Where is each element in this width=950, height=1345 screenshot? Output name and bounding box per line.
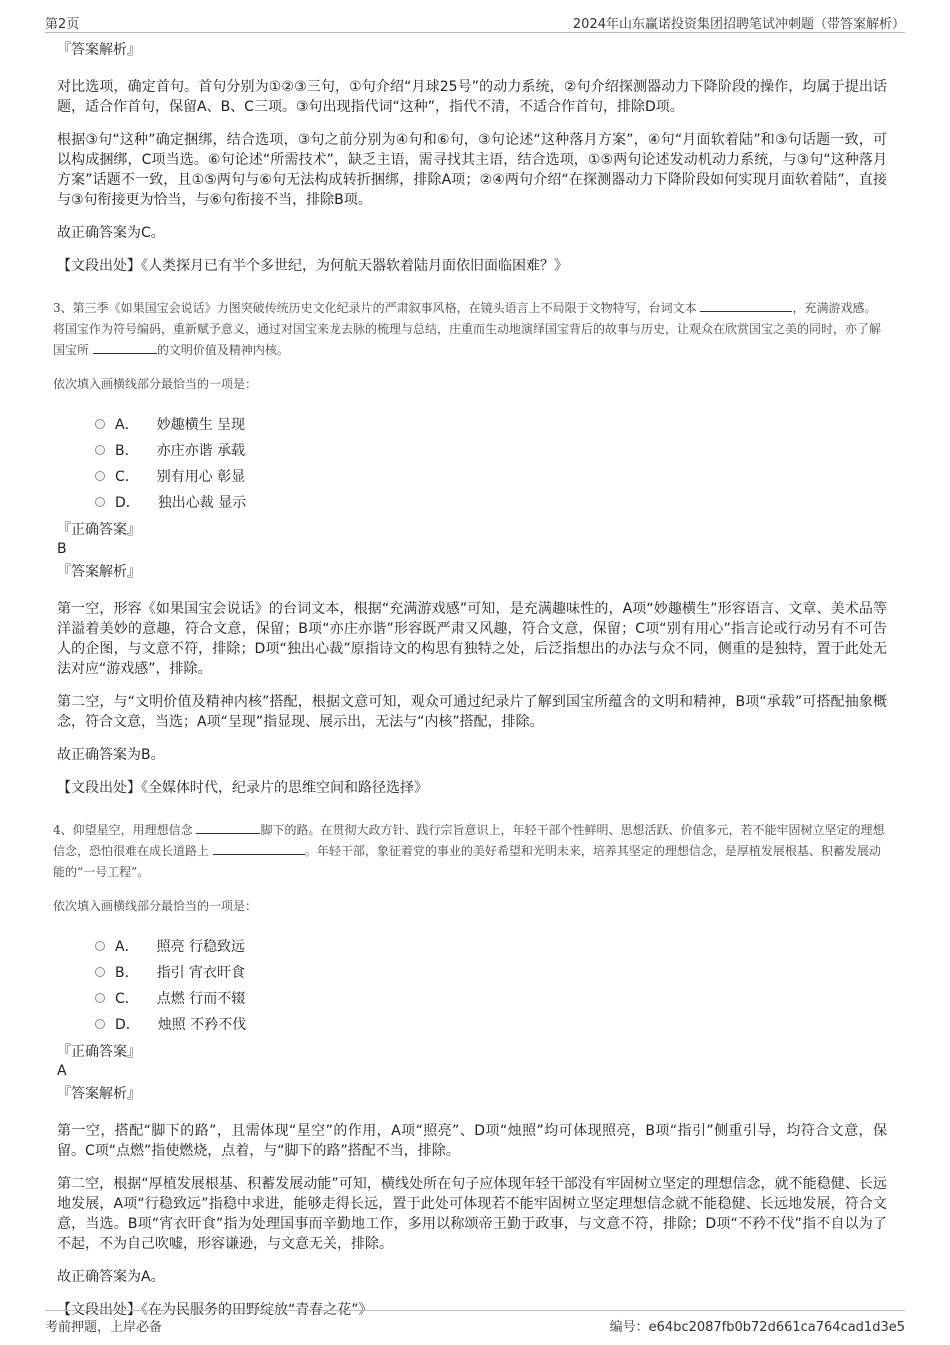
radio-icon[interactable] xyxy=(95,471,105,481)
footer-slogan: 考前押题，上岸必备 xyxy=(45,1320,163,1335)
fill-blank xyxy=(93,341,157,354)
source-citation: 【文段出处】《全媒体时代，纪录片的思维空间和路径选择》 xyxy=(57,780,428,796)
analysis-paragraph: 第二空，根据“厚植发展根基、积蓄发展动能”可知，横线处所在句子应体现年轻干部没有牢固树立坚定的理想信念，就不能稳健、长远地发展，A项“行稳致远”指稳中求进，能够走得长远，置于此处可体现若不能牢固树立坚定理想信念就不能稳健、长远地发展，符合文意，当选。B项“宵衣旰食”指为处理国事而辛勤地工作，多用以称颂帝王勤于政事，与文意不符，排除；D项“不矜不伐”指不自以为了不起，不为自己吹嘘，形容谦逊，与文意无关，排除。 xyxy=(57,1176,887,1252)
analysis-paragraph: 第一空，形容《如果国宝会说话》的台词文本，根据“充满游戏感”可知，是充满趣味性的，A项“妙趣横生”形容语言、文章、美术品等洋溢着美妙的意趣，符合文意，保留；B项“亦庄亦谐”形容既严肃又风趣，符合文意，保留；C项“别有用心”指言论或行动另有不可告人的企图，与文意不符，排除；D项“独出心裁”原指诗文的构思有独特之处，后泛指想出的办法与众不同，侧重的是独特，置于此处无法对应“游戏感”，排除。 xyxy=(57,601,887,677)
conclusion-paragraph: 故正确答案为A。 xyxy=(57,1269,165,1285)
conclusion-paragraph: 故正确答案为C。 xyxy=(57,225,165,241)
fill-blank xyxy=(213,842,305,855)
radio-icon[interactable] xyxy=(95,993,105,1003)
option-d[interactable]: D． 独出心裁 显示 xyxy=(95,489,887,515)
question-prompt: 依次填入画横线部分最恰当的一项是： xyxy=(53,377,258,391)
document-serial: 编号：e64bc2087fb0b72d661ca764cad1d3e5 xyxy=(609,1320,905,1335)
analysis-label: 『答案解析』 xyxy=(57,564,141,580)
correct-answer-value: A xyxy=(57,1063,67,1079)
option-b[interactable]: B． 指引 宵衣旰食 xyxy=(95,959,887,985)
question-3-options xyxy=(95,411,887,515)
analysis-label: 『答案解析』 xyxy=(57,1086,141,1102)
question-4-text: 4、仰望星空，用理想信念 脚下的路。在贯彻大政方针、践行宗旨意识上，年轻干部个性鲜明、思想活跃、价值多元，若不能牢固树立坚定的理想信念，恐怕很难在成长道路上 。年轻干部，象征着党的事业的美好希望和光明未来，培养其坚定的理想信念，是厚植发展根基、积蓄发展动能的“一号工程”。 xyxy=(53,823,885,879)
conclusion-paragraph: 故正确答案为B。 xyxy=(57,747,165,763)
analysis-paragraph: 根据③句“这种”确定捆绑，结合选项，③句之前分别为④句和⑥句，③句论述“这种落月方案”，④句“月面软着陆”和③句话题一致，可以构成捆绑，C项当选。⑥句论述“所需技术”，缺乏主语，需寻找其主语，结合选项，①⑤两句论述发动机动力系统，与③句“这种落月方案”话题不一致，且①⑤两句与⑥句无法构成转折捆绑，排除A项；②④两句介绍“在探测器动力下降阶段如何实现月面软着陆”，直接与③句衔接更为恰当，与⑥句衔接不当，排除B项。 xyxy=(57,132,887,208)
document-body xyxy=(53,40,887,1342)
document-title: 2024年山东赢诺投资集团招聘笔试冲刺题（带答案解析） xyxy=(572,17,905,32)
option-a[interactable]: A． 照亮 行稳致远 xyxy=(95,933,887,959)
correct-answer-label: 『正确答案』 xyxy=(57,522,141,538)
page-header xyxy=(45,10,905,33)
page-footer xyxy=(45,1310,905,1337)
question-4-options xyxy=(95,933,887,1037)
source-citation: 【文段出处】《在为民服务的田野绽放“青春之花”》 xyxy=(57,1302,373,1318)
radio-icon[interactable] xyxy=(95,941,105,951)
radio-icon[interactable] xyxy=(95,967,105,977)
source-citation: 【文段出处】《人类探月已有半个多世纪，为何航天器软着陆月面依旧面临困难？》 xyxy=(57,258,568,274)
fill-blank xyxy=(700,299,792,312)
fill-blank xyxy=(196,821,260,834)
radio-icon[interactable] xyxy=(95,445,105,455)
radio-icon[interactable] xyxy=(95,497,105,507)
page-number: 第2页 xyxy=(45,17,80,32)
analysis-paragraph: 第一空，搭配“脚下的路”，且需体现“星空”的作用，A项“照亮”、D项“烛照”均可体现照亮，B项“指引”侧重引导，均符合文意，保留。C项“点燃”指使燃烧，点着，与“脚下的路”搭配不当，排除。 xyxy=(57,1123,887,1159)
option-d[interactable]: D． 烛照 不矜不伐 xyxy=(95,1011,887,1037)
correct-answer-value: B xyxy=(57,541,67,557)
question-3-text: 3、第三季《如果国宝会说话》力图突破传统历史文化纪录片的严肃叙事风格，在镜头语言上不局限于文物特写，台词文本 ，充满游戏感。将国宝作为符号编码，重新赋予意义，通过对国宝来龙去脉的梳理与总结，庄重而生动地演绎国宝背后的故事与历史，让观众在欣赏国宝之美的同时，亦了解国宝所 的文明价值及精神内核。 xyxy=(53,301,882,357)
question-prompt: 依次填入画横线部分最恰当的一项是： xyxy=(53,899,258,913)
option-c[interactable]: C． 别有用心 彰显 xyxy=(95,463,887,489)
analysis-paragraph: 对比选项，确定首句。首句分别为①②③三句，①句介绍“月球25号”的动力系统，②句介绍探测器动力下降阶段的操作，均属于提出话题，适合作首句，保留A、B、C三项。③句出现指代词“这种”，指代不清，不适合作首句，排除D项。 xyxy=(57,79,887,115)
option-a[interactable]: A． 妙趣横生 呈现 xyxy=(95,411,887,437)
correct-answer-label: 『正确答案』 xyxy=(57,1044,141,1060)
radio-icon[interactable] xyxy=(95,1019,105,1029)
option-c[interactable]: C． 点燃 行而不辍 xyxy=(95,985,887,1011)
option-b[interactable]: B． 亦庄亦谐 承载 xyxy=(95,437,887,463)
analysis-label: 『答案解析』 xyxy=(57,42,141,58)
radio-icon[interactable] xyxy=(95,419,105,429)
analysis-paragraph: 第二空，与“文明价值及精神内核”搭配，根据文意可知，观众可通过纪录片了解到国宝所蕴含的文明和精神，B项“承载”可搭配抽象概念，符合文意，当选；A项“呈现”指显现、展示出，无法与“内核”搭配，排除。 xyxy=(57,694,887,730)
